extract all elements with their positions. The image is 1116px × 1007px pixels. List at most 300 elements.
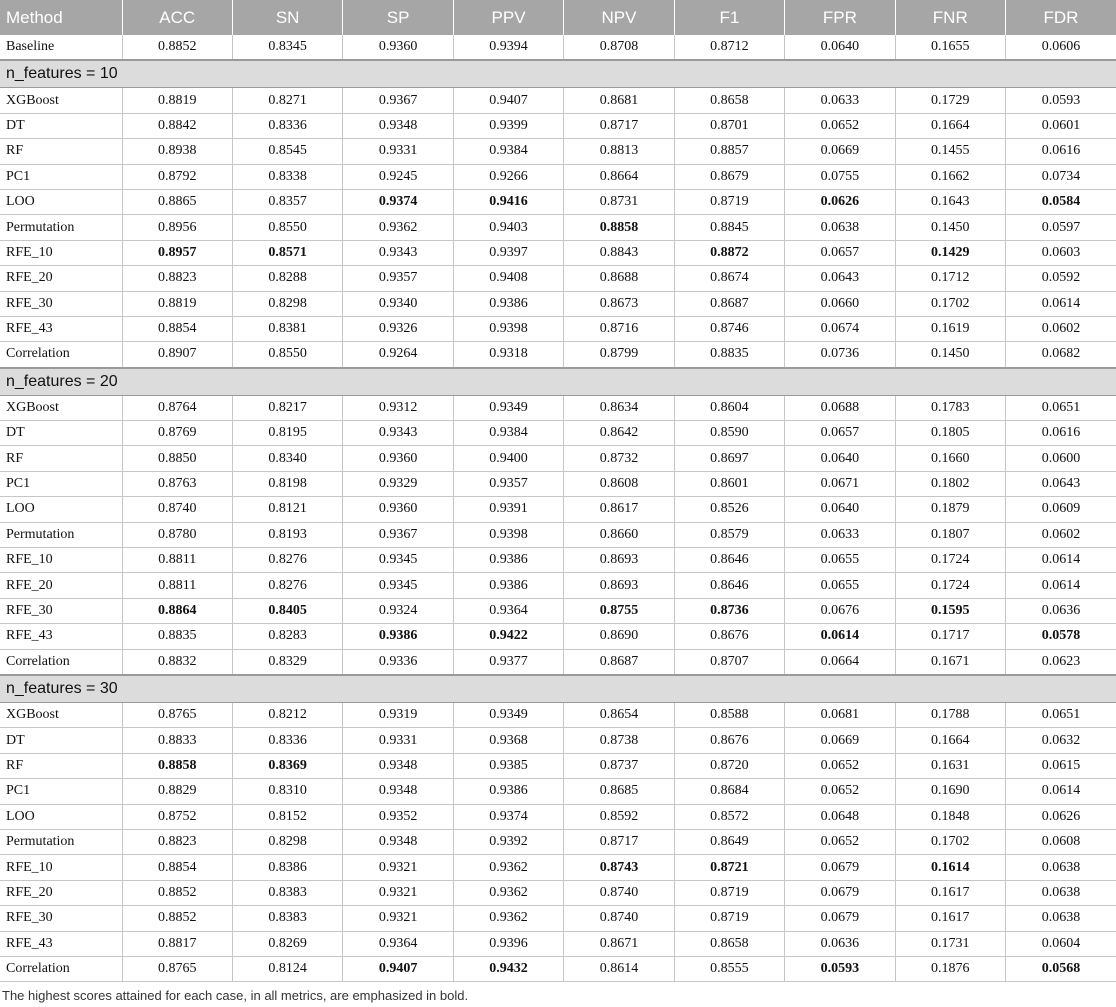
value-cell: 0.8864 [122, 598, 232, 623]
method-cell: Permutation [0, 215, 122, 240]
table-row [0, 164, 1116, 189]
value-cell: 0.9326 [343, 316, 453, 341]
table-row [0, 35, 1116, 60]
value-cell: 0.8813 [564, 139, 674, 164]
value-cell: 0.8764 [122, 395, 232, 420]
value-cell: 0.8405 [232, 598, 342, 623]
value-cell: 0.9360 [343, 446, 453, 471]
group-header-row [0, 368, 1116, 396]
value-cell: 0.9321 [343, 906, 453, 931]
value-cell: 0.8852 [122, 880, 232, 905]
value-cell: 0.0614 [1006, 291, 1116, 316]
value-cell: 0.8819 [122, 291, 232, 316]
value-cell: 0.0657 [785, 421, 895, 446]
value-cell: 0.0597 [1006, 215, 1116, 240]
value-cell: 0.9397 [453, 240, 563, 265]
value-cell: 0.8660 [564, 522, 674, 547]
header-row [0, 0, 1116, 35]
value-cell: 0.0651 [1006, 702, 1116, 727]
value-cell: 0.9331 [343, 728, 453, 753]
value-cell: 0.8752 [122, 804, 232, 829]
value-cell: 0.1655 [895, 35, 1005, 60]
value-cell: 0.8555 [674, 956, 784, 981]
value-cell: 0.8338 [232, 164, 342, 189]
value-cell: 0.8152 [232, 804, 342, 829]
value-cell: 0.8835 [674, 342, 784, 368]
value-cell: 0.9386 [453, 779, 563, 804]
value-cell: 0.8740 [564, 880, 674, 905]
table-row [0, 624, 1116, 649]
header-method: Method [0, 0, 122, 35]
value-cell: 0.0615 [1006, 753, 1116, 778]
header-fdr: FDR [1006, 0, 1116, 35]
header-sp: SP [343, 0, 453, 35]
value-cell: 0.0609 [1006, 497, 1116, 522]
value-cell: 0.0669 [785, 139, 895, 164]
value-cell: 0.9245 [343, 164, 453, 189]
value-cell: 0.9403 [453, 215, 563, 240]
value-cell: 0.1783 [895, 395, 1005, 420]
value-cell: 0.1662 [895, 164, 1005, 189]
value-cell: 0.8664 [564, 164, 674, 189]
value-cell: 0.8386 [232, 855, 342, 880]
value-cell: 0.9377 [453, 649, 563, 675]
table-row [0, 240, 1116, 265]
value-cell: 0.8688 [564, 266, 674, 291]
value-cell: 0.0568 [1006, 956, 1116, 981]
value-cell: 0.0669 [785, 728, 895, 753]
value-cell: 0.0636 [785, 931, 895, 956]
table-row [0, 291, 1116, 316]
value-cell: 0.9352 [343, 804, 453, 829]
method-cell: RFE_43 [0, 624, 122, 649]
value-cell: 0.8383 [232, 906, 342, 931]
value-cell: 0.8819 [122, 88, 232, 113]
value-cell: 0.9384 [453, 421, 563, 446]
value-cell: 0.0679 [785, 855, 895, 880]
value-cell: 0.8907 [122, 342, 232, 368]
value-cell: 0.8658 [674, 931, 784, 956]
value-cell: 0.8121 [232, 497, 342, 522]
value-cell: 0.8634 [564, 395, 674, 420]
group-header-row [0, 675, 1116, 703]
value-cell: 0.1802 [895, 471, 1005, 496]
value-cell: 0.9394 [453, 35, 563, 60]
value-cell: 0.8571 [232, 240, 342, 265]
value-cell: 0.8271 [232, 88, 342, 113]
value-cell: 0.8799 [564, 342, 674, 368]
value-cell: 0.9349 [453, 395, 563, 420]
value-cell: 0.9348 [343, 829, 453, 854]
value-cell: 0.0614 [1006, 548, 1116, 573]
value-cell: 0.0638 [1006, 855, 1116, 880]
value-cell: 0.9367 [343, 522, 453, 547]
value-cell: 0.8738 [564, 728, 674, 753]
method-cell: DT [0, 113, 122, 138]
value-cell: 0.1450 [895, 215, 1005, 240]
value-cell: 0.9391 [453, 497, 563, 522]
value-cell: 0.9364 [453, 598, 563, 623]
value-cell: 0.9362 [343, 215, 453, 240]
value-cell: 0.1805 [895, 421, 1005, 446]
value-cell: 0.0640 [785, 497, 895, 522]
value-cell: 0.8707 [674, 649, 784, 675]
value-cell: 0.0679 [785, 880, 895, 905]
value-cell: 0.0755 [785, 164, 895, 189]
value-cell: 0.0682 [1006, 342, 1116, 368]
value-cell: 0.9321 [343, 855, 453, 880]
value-cell: 0.8832 [122, 649, 232, 675]
value-cell: 0.0636 [1006, 598, 1116, 623]
header-sn: SN [232, 0, 342, 35]
value-cell: 0.8957 [122, 240, 232, 265]
value-cell: 0.1807 [895, 522, 1005, 547]
value-cell: 0.9348 [343, 779, 453, 804]
value-cell: 0.0606 [1006, 35, 1116, 60]
value-cell: 0.1429 [895, 240, 1005, 265]
value-cell: 0.8755 [564, 598, 674, 623]
value-cell: 0.8852 [122, 35, 232, 60]
table-row [0, 395, 1116, 420]
value-cell: 0.8693 [564, 548, 674, 573]
value-cell: 0.8608 [564, 471, 674, 496]
value-cell: 0.8687 [564, 649, 674, 675]
table-row [0, 855, 1116, 880]
value-cell: 0.8614 [564, 956, 674, 981]
value-cell: 0.0652 [785, 779, 895, 804]
value-cell: 0.8381 [232, 316, 342, 341]
value-cell: 0.0608 [1006, 829, 1116, 854]
value-cell: 0.1712 [895, 266, 1005, 291]
value-cell: 0.8298 [232, 829, 342, 854]
value-cell: 0.0614 [1006, 779, 1116, 804]
value-cell: 0.0676 [785, 598, 895, 623]
value-cell: 0.0600 [1006, 446, 1116, 471]
value-cell: 0.8124 [232, 956, 342, 981]
value-cell: 0.1617 [895, 880, 1005, 905]
method-cell: RF [0, 753, 122, 778]
value-cell: 0.0664 [785, 649, 895, 675]
value-cell: 0.9343 [343, 240, 453, 265]
value-cell: 0.0736 [785, 342, 895, 368]
value-cell: 0.8526 [674, 497, 784, 522]
method-cell: RFE_30 [0, 598, 122, 623]
value-cell: 0.9386 [343, 624, 453, 649]
value-cell: 0.9348 [343, 113, 453, 138]
value-cell: 0.1702 [895, 829, 1005, 854]
table-body [0, 35, 1116, 982]
value-cell: 0.1729 [895, 88, 1005, 113]
value-cell: 0.0578 [1006, 624, 1116, 649]
method-cell: Correlation [0, 649, 122, 675]
value-cell: 0.8681 [564, 88, 674, 113]
value-cell: 0.8193 [232, 522, 342, 547]
method-cell: RFE_10 [0, 240, 122, 265]
table-row [0, 829, 1116, 854]
value-cell: 0.9343 [343, 421, 453, 446]
value-cell: 0.9345 [343, 573, 453, 598]
table-row [0, 139, 1116, 164]
value-cell: 0.9319 [343, 702, 453, 727]
value-cell: 0.8195 [232, 421, 342, 446]
value-cell: 0.9398 [453, 316, 563, 341]
value-cell: 0.8212 [232, 702, 342, 727]
value-cell: 0.8740 [564, 906, 674, 931]
value-cell: 0.8601 [674, 471, 784, 496]
value-cell: 0.9362 [453, 855, 563, 880]
method-cell: RFE_30 [0, 906, 122, 931]
value-cell: 0.0681 [785, 702, 895, 727]
value-cell: 0.8217 [232, 395, 342, 420]
value-cell: 0.8269 [232, 931, 342, 956]
value-cell: 0.8329 [232, 649, 342, 675]
value-cell: 0.8872 [674, 240, 784, 265]
value-cell: 0.8829 [122, 779, 232, 804]
table-header [0, 0, 1116, 35]
method-cell: LOO [0, 497, 122, 522]
value-cell: 0.9400 [453, 446, 563, 471]
value-cell: 0.1660 [895, 446, 1005, 471]
value-cell: 0.0640 [785, 446, 895, 471]
value-cell: 0.8674 [674, 266, 784, 291]
value-cell: 0.9345 [343, 548, 453, 573]
value-cell: 0.9384 [453, 139, 563, 164]
value-cell: 0.8740 [122, 497, 232, 522]
value-cell: 0.8572 [674, 804, 784, 829]
value-cell: 0.8649 [674, 829, 784, 854]
header-f1: F1 [674, 0, 784, 35]
value-cell: 0.8276 [232, 573, 342, 598]
value-cell: 0.8858 [564, 215, 674, 240]
method-cell: RFE_10 [0, 855, 122, 880]
value-cell: 0.8835 [122, 624, 232, 649]
value-cell: 0.0592 [1006, 266, 1116, 291]
value-cell: 0.0688 [785, 395, 895, 420]
value-cell: 0.8956 [122, 215, 232, 240]
value-cell: 0.8671 [564, 931, 674, 956]
value-cell: 0.8865 [122, 189, 232, 214]
value-cell: 0.8617 [564, 497, 674, 522]
value-cell: 0.8369 [232, 753, 342, 778]
value-cell: 0.8550 [232, 342, 342, 368]
table-row [0, 649, 1116, 675]
value-cell: 0.8737 [564, 753, 674, 778]
method-cell: XGBoost [0, 88, 122, 113]
value-cell: 0.8336 [232, 113, 342, 138]
value-cell: 0.0602 [1006, 522, 1116, 547]
table-row [0, 931, 1116, 956]
value-cell: 0.8857 [674, 139, 784, 164]
value-cell: 0.0652 [785, 829, 895, 854]
value-cell: 0.0674 [785, 316, 895, 341]
method-cell: XGBoost [0, 702, 122, 727]
value-cell: 0.0638 [785, 215, 895, 240]
value-cell: 0.0593 [785, 956, 895, 981]
table-row [0, 342, 1116, 368]
value-cell: 0.9324 [343, 598, 453, 623]
value-cell: 0.9357 [343, 266, 453, 291]
value-cell: 0.8676 [674, 728, 784, 753]
value-cell: 0.8842 [122, 113, 232, 138]
value-cell: 0.0734 [1006, 164, 1116, 189]
value-cell: 0.0604 [1006, 931, 1116, 956]
method-cell: Correlation [0, 956, 122, 981]
value-cell: 0.0614 [1006, 573, 1116, 598]
value-cell: 0.8843 [564, 240, 674, 265]
value-cell: 0.9321 [343, 880, 453, 905]
value-cell: 0.8283 [232, 624, 342, 649]
table-row [0, 779, 1116, 804]
value-cell: 0.8811 [122, 573, 232, 598]
value-cell: 0.0614 [785, 624, 895, 649]
value-cell: 0.9357 [453, 471, 563, 496]
value-cell: 0.9360 [343, 35, 453, 60]
method-cell: RF [0, 446, 122, 471]
value-cell: 0.8579 [674, 522, 784, 547]
header-npv: NPV [564, 0, 674, 35]
value-cell: 0.0638 [1006, 880, 1116, 905]
value-cell: 0.1731 [895, 931, 1005, 956]
value-cell: 0.8850 [122, 446, 232, 471]
value-cell: 0.8298 [232, 291, 342, 316]
value-cell: 0.8792 [122, 164, 232, 189]
table-row [0, 522, 1116, 547]
value-cell: 0.8765 [122, 702, 232, 727]
value-cell: 0.1788 [895, 702, 1005, 727]
value-cell: 0.0660 [785, 291, 895, 316]
value-cell: 0.8720 [674, 753, 784, 778]
value-cell: 0.0593 [1006, 88, 1116, 113]
value-cell: 0.9362 [453, 906, 563, 931]
value-cell: 0.9396 [453, 931, 563, 956]
value-cell: 0.9386 [453, 573, 563, 598]
table-row [0, 446, 1116, 471]
value-cell: 0.8780 [122, 522, 232, 547]
header-fpr: FPR [785, 0, 895, 35]
value-cell: 0.8276 [232, 548, 342, 573]
table-row [0, 215, 1116, 240]
value-cell: 0.8746 [674, 316, 784, 341]
value-cell: 0.0655 [785, 573, 895, 598]
value-cell: 0.8719 [674, 880, 784, 905]
value-cell: 0.8708 [564, 35, 674, 60]
method-cell: RFE_20 [0, 880, 122, 905]
value-cell: 0.8697 [674, 446, 784, 471]
value-cell: 0.0638 [1006, 906, 1116, 931]
value-cell: 0.8716 [564, 316, 674, 341]
value-cell: 0.9340 [343, 291, 453, 316]
method-cell: Correlation [0, 342, 122, 368]
value-cell: 0.1664 [895, 728, 1005, 753]
value-cell: 0.0603 [1006, 240, 1116, 265]
value-cell: 0.8823 [122, 266, 232, 291]
value-cell: 0.9374 [453, 804, 563, 829]
value-cell: 0.8743 [564, 855, 674, 880]
value-cell: 0.8719 [674, 906, 784, 931]
value-cell: 0.1848 [895, 804, 1005, 829]
method-cell: Permutation [0, 829, 122, 854]
header-fnr: FNR [895, 0, 1005, 35]
value-cell: 0.9432 [453, 956, 563, 981]
value-cell: 0.1595 [895, 598, 1005, 623]
value-cell: 0.1619 [895, 316, 1005, 341]
method-cell: LOO [0, 804, 122, 829]
group-header-row [0, 60, 1116, 88]
value-cell: 0.9364 [343, 931, 453, 956]
value-cell: 0.8592 [564, 804, 674, 829]
table-row [0, 956, 1116, 981]
value-cell: 0.1879 [895, 497, 1005, 522]
value-cell: 0.9318 [453, 342, 563, 368]
value-cell: 0.8676 [674, 624, 784, 649]
value-cell: 0.8345 [232, 35, 342, 60]
header-ppv: PPV [453, 0, 563, 35]
value-cell: 0.9349 [453, 702, 563, 727]
value-cell: 0.9422 [453, 624, 563, 649]
value-cell: 0.8654 [564, 702, 674, 727]
value-cell: 0.9374 [343, 189, 453, 214]
value-cell: 0.8198 [232, 471, 342, 496]
value-cell: 0.8736 [674, 598, 784, 623]
value-cell: 0.8693 [564, 573, 674, 598]
table-row [0, 266, 1116, 291]
method-cell: RFE_43 [0, 931, 122, 956]
value-cell: 0.0616 [1006, 139, 1116, 164]
value-cell: 0.9408 [453, 266, 563, 291]
value-cell: 0.8288 [232, 266, 342, 291]
value-cell: 0.0632 [1006, 728, 1116, 753]
value-cell: 0.9385 [453, 753, 563, 778]
value-cell: 0.8765 [122, 956, 232, 981]
value-cell: 0.8833 [122, 728, 232, 753]
value-cell: 0.8763 [122, 471, 232, 496]
method-cell: LOO [0, 189, 122, 214]
table-row [0, 598, 1116, 623]
value-cell: 0.8731 [564, 189, 674, 214]
value-cell: 0.0652 [785, 753, 895, 778]
value-cell: 0.8938 [122, 139, 232, 164]
value-cell: 0.1664 [895, 113, 1005, 138]
table-row [0, 113, 1116, 138]
value-cell: 0.1724 [895, 548, 1005, 573]
value-cell: 0.8646 [674, 548, 784, 573]
value-cell: 0.8852 [122, 906, 232, 931]
method-cell: RFE_10 [0, 548, 122, 573]
value-cell: 0.8690 [564, 624, 674, 649]
value-cell: 0.1450 [895, 342, 1005, 368]
table-row [0, 804, 1116, 829]
table-row [0, 88, 1116, 113]
table-row [0, 702, 1116, 727]
value-cell: 0.9329 [343, 471, 453, 496]
method-cell: PC1 [0, 164, 122, 189]
value-cell: 0.8732 [564, 446, 674, 471]
value-cell: 0.8658 [674, 88, 784, 113]
value-cell: 0.8717 [564, 829, 674, 854]
method-cell: RFE_20 [0, 573, 122, 598]
value-cell: 0.0623 [1006, 649, 1116, 675]
value-cell: 0.0626 [785, 189, 895, 214]
method-cell: RFE_30 [0, 291, 122, 316]
value-cell: 0.8383 [232, 880, 342, 905]
table-row [0, 316, 1116, 341]
value-cell: 0.8642 [564, 421, 674, 446]
value-cell: 0.9407 [453, 88, 563, 113]
value-cell: 0.9407 [343, 956, 453, 981]
value-cell: 0.9416 [453, 189, 563, 214]
value-cell: 0.0648 [785, 804, 895, 829]
value-cell: 0.8685 [564, 779, 674, 804]
